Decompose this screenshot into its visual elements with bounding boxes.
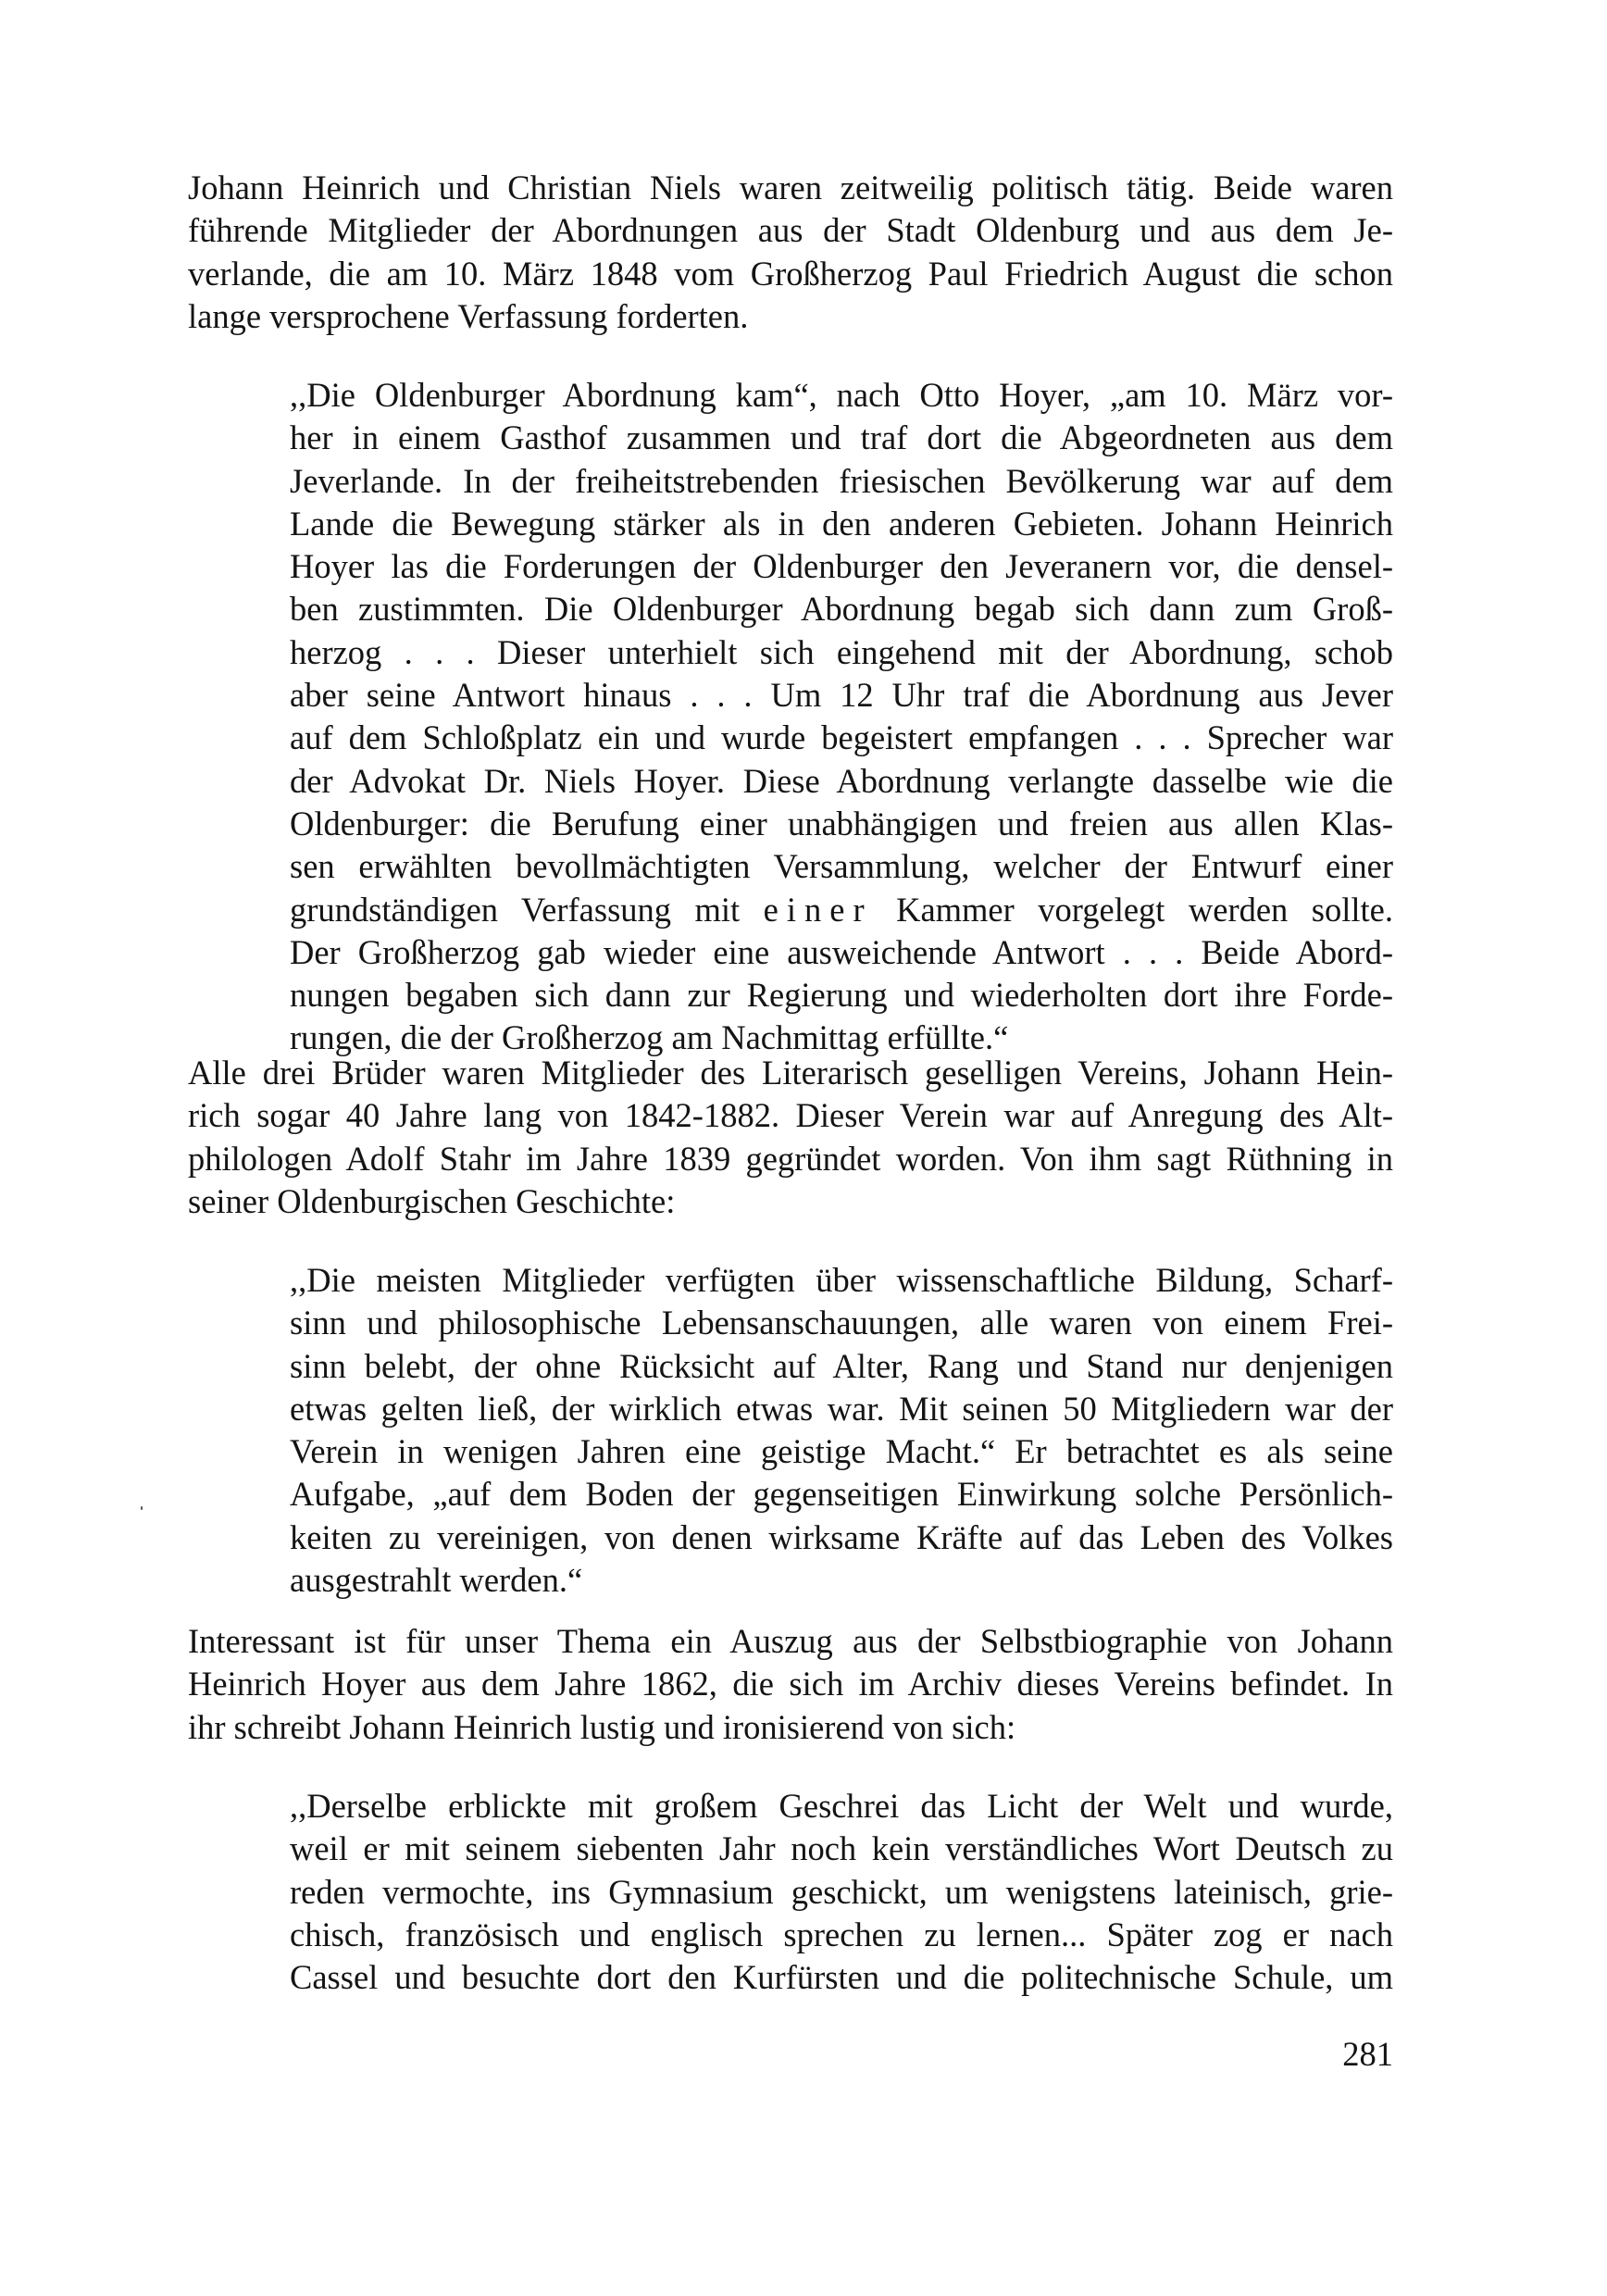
block-quote: [290, 1259, 1393, 1602]
emphasis-text: einer: [763, 890, 873, 929]
text-line: rungen, die der Großherzog am Nachmittag erfüllte.“: [290, 1018, 1009, 1057]
text-line: ihr schreibt Johann Heinrich lustig und ironisierend von sich:: [188, 1707, 1016, 1746]
text-line: [290, 889, 1393, 931]
text-line: ,,Derselbe erblickte mit großem Geschrei das Licht der Welt und wurde,: [290, 1787, 1393, 1825]
text-line: Aufgabe, „auf dem Boden der gegenseitigen Einwirkung solche Persönlich-: [290, 1475, 1393, 1514]
text-line: lange versprochene Verfassung forderten.: [188, 296, 749, 335]
block-quote: [290, 374, 1393, 1060]
text-line: seiner Oldenburgischen Geschichte:: [188, 1181, 676, 1220]
text-line: auf dem Schloßplatz ein und wurde begeistert empfangen . . . Sprecher war: [290, 718, 1393, 757]
text-line: Interessant ist für unser Thema ein Auszug aus der Selbstbiographie von Johann: [188, 1622, 1393, 1660]
text-line: chisch, französisch und englisch sprechen zu lernen... Später zog er nach: [290, 1915, 1393, 1953]
text-line: reden vermochte, ins Gymnasium geschickt, um wenigstens lateinisch, grie-: [290, 1872, 1393, 1911]
text-line: ,,Die meisten Mitglieder verfügten über wissenschaftliche Bildung, Scharf-: [290, 1261, 1393, 1299]
text-line: her in einem Gasthof zusammen und traf dort die Abgeordneten aus dem: [290, 418, 1393, 457]
block-quote: [290, 1785, 1393, 1999]
text-line: ,,Die Oldenburger Abordnung kam“, nach Otto Hoyer, „am 10. März vor-: [290, 376, 1393, 414]
text-line: der Advokat Dr. Niels Hoyer. Diese Abordnung verlangte dasselbe wie die: [290, 761, 1393, 800]
text-line: Jeverlande. In der freiheitstrebenden friesischen Bevölkerung war auf dem: [290, 461, 1393, 500]
text-line: führende Mitglieder der Abordnungen aus der Stadt Oldenburg und aus dem Je-: [188, 211, 1393, 250]
text-line: Oldenburger: die Berufung einer unabhängigen und freien aus allen Klas-: [290, 804, 1393, 842]
page-number: 281: [1342, 2035, 1393, 2073]
text-fragment: Kammer vorgelegt werden sollte.: [872, 890, 1393, 929]
text-line: Verein in wenigen Jahren eine geistige Macht.“ Er betrachtet es als seine: [290, 1432, 1393, 1471]
text-line: Hoyer las die Forderungen der Oldenburger den Jeveranern vor, die densel-: [290, 547, 1393, 586]
text-line: sen erwählten bevollmächtigten Versammlung, welcher der Entwurf einer: [290, 847, 1393, 886]
text-line: ausgestrahlt werden.“: [290, 1561, 583, 1600]
text-line: nungen begaben sich dann zur Regierung und wiederholten dort ihre Forde-: [290, 976, 1393, 1015]
text-fragment: grundständigen Verfassung mit: [290, 890, 764, 929]
text-line: ben zustimmten. Die Oldenburger Abordnung begab sich dann zum Groß-: [290, 590, 1393, 629]
text-line: verlande, die am 10. März 1848 vom Großherzog Paul Friedrich August die schon: [188, 254, 1393, 293]
text-line: Der Großherzog gab wieder eine ausweichende Antwort . . . Beide Abord-: [290, 932, 1393, 971]
text-line: philologen Adolf Stahr im Jahre 1839 gegründet worden. Von ihm sagt Rüthning in: [188, 1139, 1393, 1178]
text-line: Lande die Bewegung stärker als in den anderen Gebieten. Johann Heinrich: [290, 504, 1393, 543]
text-line: sinn belebt, der ohne Rücksicht auf Alter, Rang und Stand nur denjenigen: [290, 1346, 1393, 1385]
text-line: rich sogar 40 Jahre lang von 1842-1882. Dieser Verein war auf Anregung des Alt-: [188, 1096, 1393, 1135]
text-line: sinn und philosophische Lebensanschauungen, alle waren von einem Frei-: [290, 1304, 1393, 1342]
text-line: herzog . . . Dieser unterhielt sich eingehend mit der Abordnung, schob: [290, 632, 1393, 671]
text-line: Cassel und besuchte dort den Kurfürsten und die politechnische Schule, um: [290, 1958, 1393, 1997]
paragraph: [188, 1052, 1393, 1223]
text-line: weil er mit seinem siebenten Jahr noch kein verständliches Wort Deutsch zu: [290, 1829, 1393, 1868]
text-line: Alle drei Brüder waren Mitglieder des Literarisch geselligen Vereins, Johann Hein-: [188, 1054, 1393, 1092]
text-line: Heinrich Hoyer aus dem Jahre 1862, die sich im Archiv dieses Vereins befindet. In: [188, 1665, 1393, 1703]
paragraph: [188, 1620, 1393, 1749]
paragraph: [188, 167, 1393, 338]
scan-speck: [141, 1506, 143, 1510]
text-line: aber seine Antwort hinaus . . . Um 12 Uhr traf die Abordnung aus Jever: [290, 676, 1393, 715]
text-line: Johann Heinrich und Christian Niels waren zeitweilig politisch tätig. Beide waren: [188, 168, 1393, 206]
text-line: keiten zu vereinigen, von denen wirksame Kräfte auf das Leben des Volkes: [290, 1517, 1393, 1556]
text-line: etwas gelten ließ, der wirklich etwas war. Mit seinen 50 Mitgliedern war der: [290, 1389, 1393, 1428]
